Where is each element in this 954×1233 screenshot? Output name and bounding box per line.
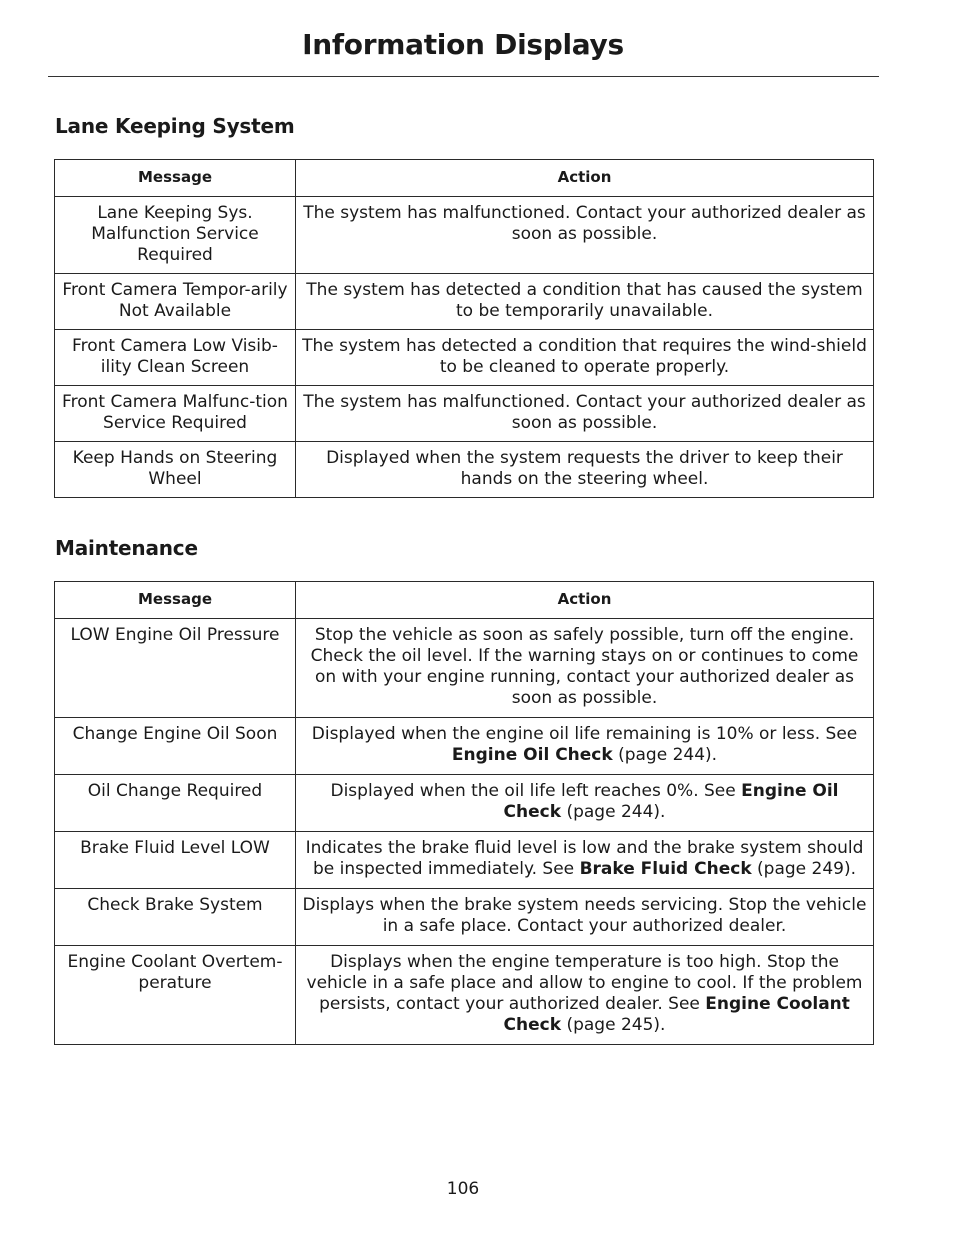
message-cell: Engine Coolant Overtem-perature: [55, 946, 296, 1045]
table-row: [55, 274, 874, 330]
cross-reference-link[interactable]: Engine Coolant Check: [503, 994, 850, 1035]
message-cell: Front Camera Tempor-arily Not Available: [55, 274, 296, 330]
column-header-action: Action: [296, 160, 874, 197]
action-text: Displayed when the engine oil life remaining is 10% or less. See: [311, 724, 858, 744]
table-row: [55, 775, 874, 832]
page-title: Information Displays: [302, 28, 624, 61]
message-cell: Front Camera Malfunc-tion Service Required: [55, 386, 296, 442]
action-cell: [296, 775, 874, 832]
maintenance-table: [54, 581, 874, 1045]
action-text: Displays when the engine temperature is too high. Stop the vehicle in a safe place and allow to engine to cool. If the problem persists, contact your authorized dealer. See: [306, 952, 863, 1014]
page-reference: (page 244).: [612, 745, 718, 765]
table-row: [55, 718, 874, 775]
table-row: [55, 946, 874, 1045]
table-row: [55, 197, 874, 274]
action-cell: Displayed when the system requests the driver to keep their hands on the steering wheel.: [296, 442, 874, 498]
table-header-row: [55, 160, 874, 197]
table-row: [55, 442, 874, 498]
action-text: Displayed when the oil life left reaches 0%. See: [330, 781, 742, 801]
table-row: [55, 832, 874, 889]
title-divider: [48, 76, 879, 77]
message-cell: LOW Engine Oil Pressure: [55, 619, 296, 718]
table-header-row: [55, 582, 874, 619]
action-text: Indicates the brake fluid level is low and the brake system should be inspected immediately. See: [305, 838, 864, 879]
action-cell: Displays when the brake system needs servicing. Stop the vehicle in a safe place. Contact your authorized dealer.: [296, 889, 874, 946]
message-cell: Oil Change Required: [55, 775, 296, 832]
page-number: 106: [446, 1179, 480, 1199]
column-header-message: Message: [55, 582, 296, 619]
page-reference: (page 244).: [561, 802, 666, 822]
page-reference: (page 245).: [561, 1015, 666, 1035]
action-cell: [296, 946, 874, 1045]
action-cell: The system has malfunctioned. Contact your authorized dealer as soon as possible.: [296, 197, 874, 274]
table-row: [55, 619, 874, 718]
table-row: [55, 889, 874, 946]
message-cell: Check Brake System: [55, 889, 296, 946]
page-reference: (page 249).: [751, 859, 857, 879]
action-cell: The system has detected a condition that has caused the system to be temporarily unavailable.: [296, 274, 874, 330]
message-cell: Keep Hands on Steering Wheel: [55, 442, 296, 498]
cross-reference-link[interactable]: Brake Fluid Check: [579, 859, 752, 879]
action-cell: [296, 832, 874, 889]
section-heading-maintenance: Maintenance: [55, 536, 198, 560]
cross-reference-link[interactable]: Engine Oil Check: [451, 745, 613, 765]
message-cell: Front Camera Low Visib-ility Clean Screen: [55, 330, 296, 386]
section-heading-lane-keeping: Lane Keeping System: [55, 114, 295, 138]
column-header-message: Message: [55, 160, 296, 197]
message-cell: Change Engine Oil Soon: [55, 718, 296, 775]
lane-keeping-table: [54, 159, 874, 498]
cross-reference-link[interactable]: Engine Oil Check: [503, 781, 839, 822]
table-row: [55, 330, 874, 386]
action-cell: The system has detected a condition that requires the wind-shield to be cleaned to operate properly.: [296, 330, 874, 386]
column-header-action: Action: [296, 582, 874, 619]
action-cell: The system has malfunctioned. Contact your authorized dealer as soon as possible.: [296, 386, 874, 442]
action-cell: Stop the vehicle as soon as safely possible, turn off the engine. Check the oil level. If the warning stays on or continues to come on with your engine running, contact your authorized dealer as soon as possible.: [296, 619, 874, 718]
table-row: [55, 386, 874, 442]
action-cell: [296, 718, 874, 775]
message-cell: Lane Keeping Sys. Malfunction Service Required: [55, 197, 296, 274]
message-cell: Brake Fluid Level LOW: [55, 832, 296, 889]
